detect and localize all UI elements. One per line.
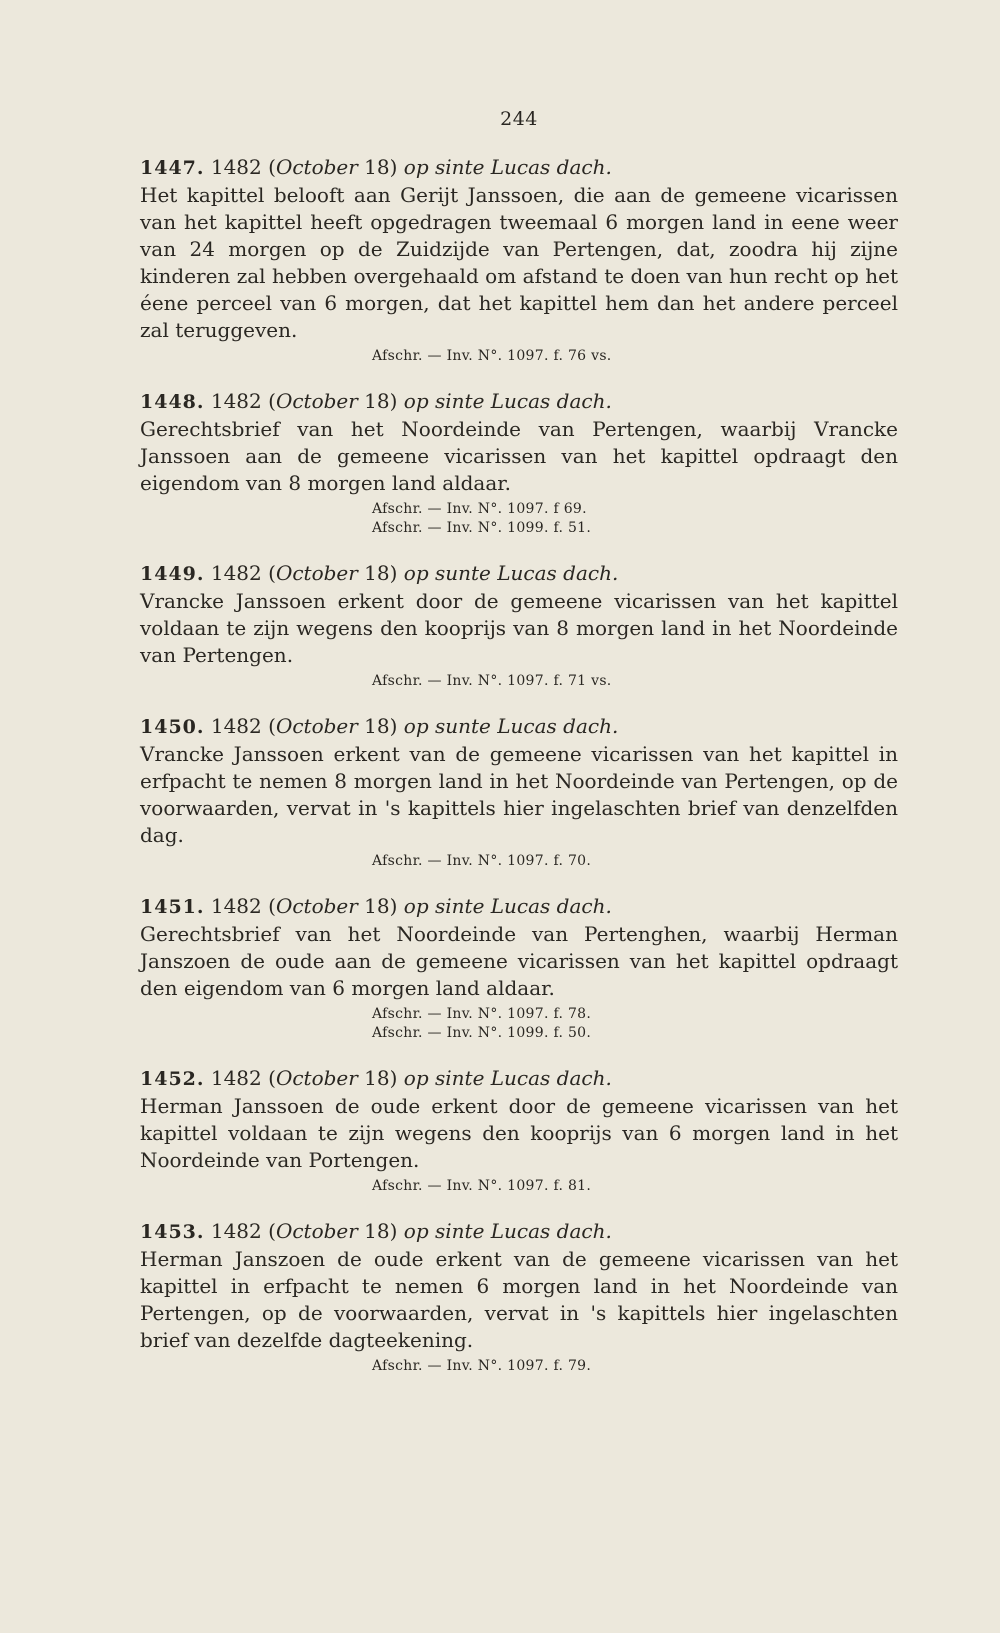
entry-day: 18 [364,894,390,918]
entry [140,388,898,538]
entry-references [140,347,898,366]
entry-heading: 1452. 1482 (October 18) op sinte Lucas dach. [140,1066,612,1090]
entry-month: October [275,155,358,179]
entry-feast-day: op sinte Lucas dach. [403,389,612,413]
entry-references [140,1177,898,1196]
entry-text: Herman Janssoen de oude erkent door de gemeene vicarissen van het kapittel voldaan te zijn wegens den kooprijs van 6 morgen land in het Noordeinde van Portengen. [140,1094,898,1172]
archive-reference: Afschr. — Inv. N°. 1097. f. 71 vs. [372,673,612,689]
entry-number: 1453. [140,1221,205,1243]
entry-feast-day: op sinte Lucas dach. [403,894,612,918]
entry-year: 1482 [210,1219,262,1243]
archive-reference: Afschr. — Inv. N°. 1097. f. 78. [372,1006,592,1022]
entry-heading: 1451. 1482 (October 18) op sinte Lucas dach. [140,894,612,918]
entry-number: 1452. [140,1068,205,1090]
entry-year: 1482 [210,155,262,179]
entry [140,1065,898,1196]
entry-number: 1450. [140,716,205,738]
entry [140,893,898,1043]
entry-day: 18 [364,714,390,738]
entry-feast-day: op sinte Lucas dach. [403,1219,612,1243]
entry-number: 1448. [140,391,205,413]
archive-reference: Afschr. — Inv. N°. 1097. f. 70. [372,853,592,869]
entry-text: Het kapittel belooft aan Gerijt Janssoen, die aan de gemeene vicarissen van het kapittel heeft opgedragen tweemaal 6 morgen land in eene weer van 24 morgen op de Zuidzijde van Pertengen, dat, zoodra hij zijne kinderen zal hebben overgehaald om afstand te doen van hun recht op het éene perceel van 6 morgen, dat het kapittel hem dan het andere perceel zal teruggeven. [140,183,898,342]
archive-reference: Afschr. — Inv. N°. 1097. f. 79. [372,1358,592,1374]
entries-list [140,154,898,1376]
entry-references [140,1005,898,1043]
entry-text: Gerechtsbrief van het Noordeinde van Pertengen, waarbij Vrancke Janssoen aan de gemeene vicarissen van het kapittel opdraagt den eigendom van 8 morgen land aldaar. [140,417,898,495]
entry [140,1218,898,1376]
entry-month: October [275,1219,358,1243]
entry-year: 1482 [210,894,262,918]
entry [140,560,898,691]
entry-day: 18 [364,1219,390,1243]
entry-month: October [275,894,358,918]
entry-heading: 1450. 1482 (October 18) op sunte Lucas dach. [140,714,619,738]
archive-reference: Afschr. — Inv. N°. 1097. f 69. [372,501,587,517]
entry-heading: 1448. 1482 (October 18) op sinte Lucas dach. [140,389,612,413]
entry-year: 1482 [210,561,262,585]
entry-year: 1482 [210,1066,262,1090]
entry-text: Vrancke Janssoen erkent van de gemeene vicarissen van het kapittel in erfpacht te nemen 8 morgen land in het Noordeinde van Pertengen, op de voorwaarden, vervat in 's kapittels hier ingelaschten brief van denzelfden dag. [140,742,898,847]
archive-reference: Afschr. — Inv. N°. 1097. f. 76 vs. [372,348,612,364]
entry-heading: 1449. 1482 (October 18) op sunte Lucas dach. [140,561,619,585]
entry-heading: 1447. 1482 (October 18) op sinte Lucas dach. [140,155,612,179]
entry-number: 1451. [140,896,205,918]
entry-number: 1447. [140,157,205,179]
entry-month: October [275,561,358,585]
entry-references [140,1357,898,1376]
entry-references [140,672,898,691]
entry-references [140,852,898,871]
entry-references [140,500,898,538]
entry-heading: 1453. 1482 (October 18) op sinte Lucas dach. [140,1219,612,1243]
entry-day: 18 [364,155,390,179]
entry-feast-day: op sunte Lucas dach. [403,561,619,585]
entry [140,713,898,871]
entry-feast-day: op sinte Lucas dach. [403,1066,612,1090]
archive-reference: Afschr. — Inv. N°. 1097. f. 81. [372,1178,592,1194]
entry-month: October [275,1066,358,1090]
entry-day: 18 [364,561,390,585]
entry-text: Herman Janszoen de oude erkent van de gemeene vicarissen van het kapittel in erfpacht te nemen 6 morgen land in het Noordeinde van Pertengen, op de voorwaarden, vervat in 's kapittels hier ingelaschten brief van dezelfde dagteekening. [140,1247,898,1352]
entry-day: 18 [364,389,390,413]
entry-feast-day: op sunte Lucas dach. [403,714,619,738]
entry-feast-day: op sinte Lucas dach. [403,155,612,179]
archive-reference: Afschr. — Inv. N°. 1099. f. 51. [372,520,592,536]
entry-year: 1482 [210,389,262,413]
entry-number: 1449. [140,563,205,585]
entry-day: 18 [364,1066,390,1090]
entry-month: October [275,389,358,413]
entry-text: Gerechtsbrief van het Noordeinde van Pertenghen, waarbij Herman Janszoen de oude aan de gemeene vicarissen van het kapittel opdraagt den eigendom van 6 morgen land aldaar. [140,922,898,1000]
entry-text: Vrancke Janssoen erkent door de gemeene vicarissen van het kapittel voldaan te zijn wegens den kooprijs van 8 morgen land in het Noordeinde van Pertengen. [140,589,898,667]
entry-year: 1482 [210,714,262,738]
page-number: 244 [500,108,538,130]
entry [140,154,898,366]
archive-reference: Afschr. — Inv. N°. 1099. f. 50. [372,1025,592,1041]
entry-month: October [275,714,358,738]
